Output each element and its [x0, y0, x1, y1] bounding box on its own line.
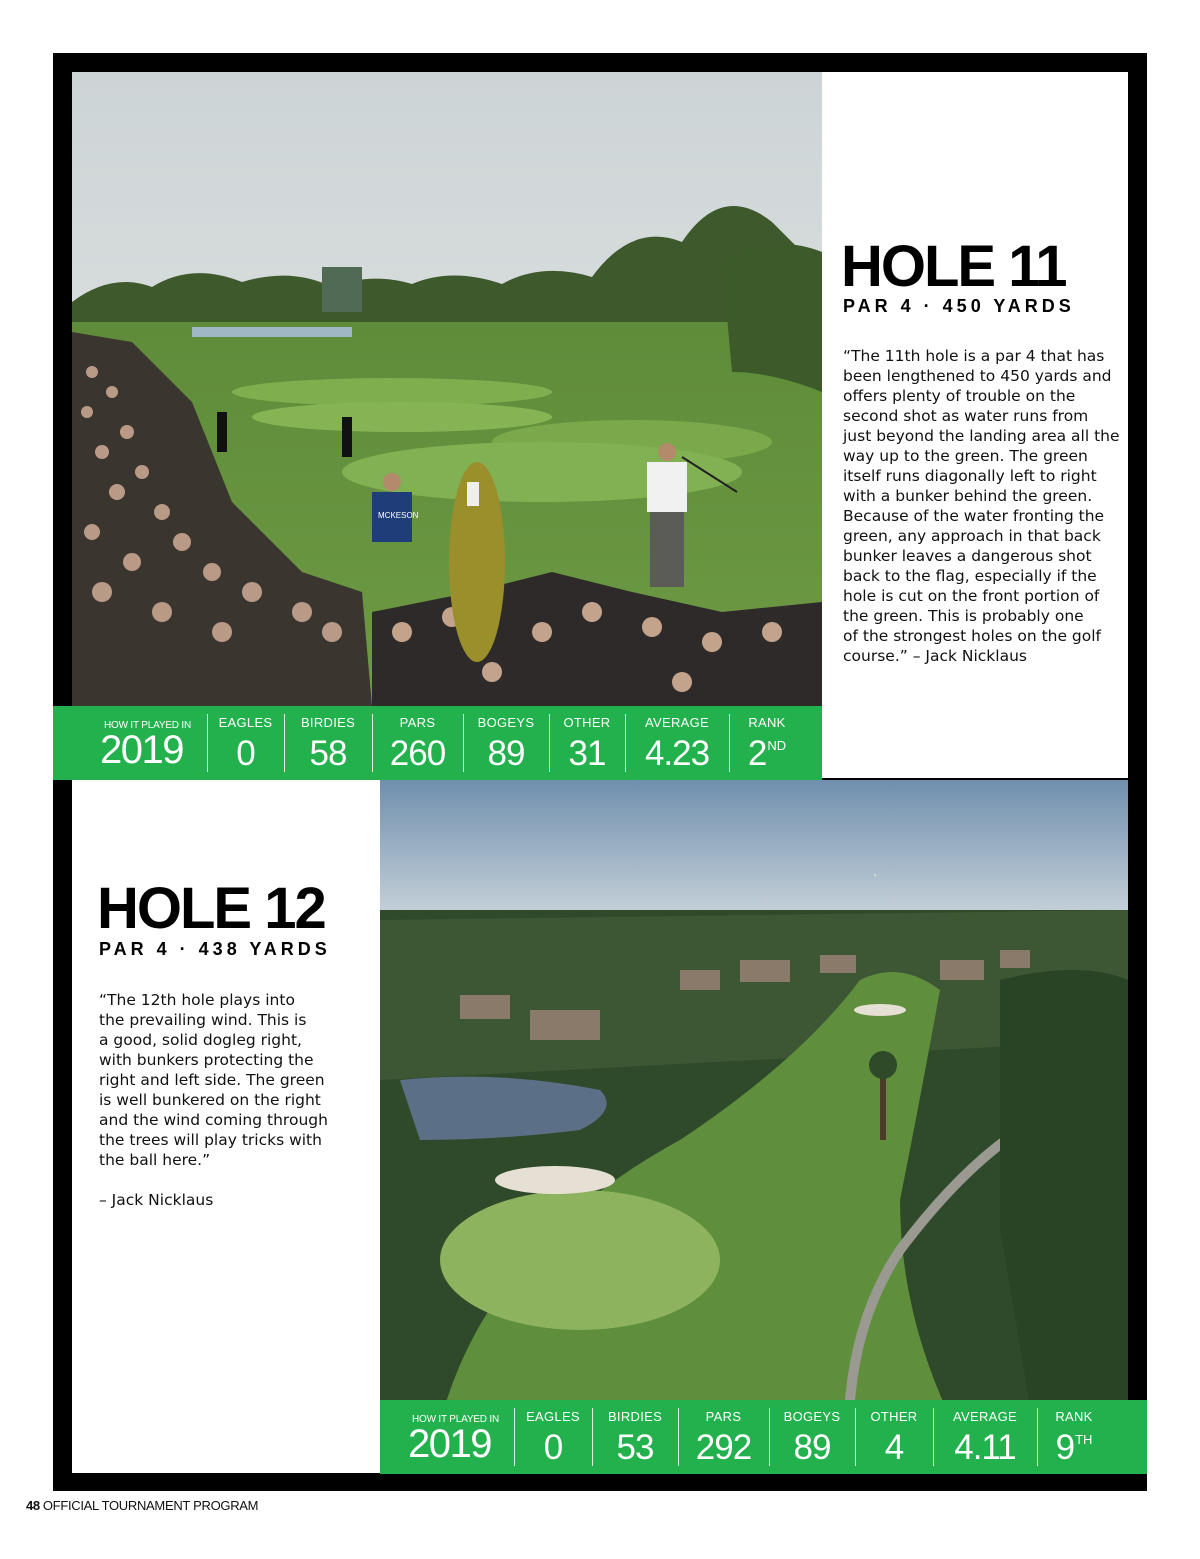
- hole11-eagles: [207, 706, 284, 780]
- page-footer: [26, 1498, 258, 1513]
- hole12-title: HOLE 12: [97, 876, 325, 941]
- quote-line: hole is cut on the front portion of: [843, 587, 1100, 605]
- rank-suffix: TH: [1075, 1432, 1093, 1447]
- hole12-other: [855, 1400, 933, 1474]
- quote-line: itself runs diagonally left to right: [843, 467, 1097, 485]
- hole11-rank: [729, 706, 805, 780]
- footer-text: OFFICIAL TOURNAMENT PROGRAM: [42, 1498, 259, 1513]
- hole12-rank: [1037, 1400, 1111, 1474]
- stat-label: BOGEYS: [783, 1409, 841, 1424]
- stat-label: EAGLES: [218, 715, 273, 730]
- stat-label: BIRDIES: [607, 1409, 663, 1424]
- hole11-year: 2019: [100, 728, 183, 772]
- quote-line: of the strongest holes on the golf: [843, 627, 1102, 645]
- stat-value: 31: [568, 734, 606, 773]
- stat-value: 58: [309, 734, 347, 773]
- hole12-pars: [678, 1400, 769, 1474]
- quote-line: the ball here.”: [99, 1151, 211, 1169]
- hole11-year-label: HOW IT PLAYED IN: [104, 720, 192, 731]
- hole12-subtitle: PAR 4 · 438 YARDS: [99, 939, 331, 959]
- hole11-birdies: [284, 706, 372, 780]
- quote-line: green, any approach in that back: [843, 527, 1101, 545]
- hole12-eagles: [514, 1400, 592, 1474]
- hole12-year-label: HOW IT PLAYED IN: [412, 1414, 500, 1425]
- quote-line: “The 11th hole is a par 4 that has: [843, 347, 1105, 365]
- hole12-average: [933, 1400, 1037, 1474]
- quote-line: bunker leaves a dangerous shot: [843, 547, 1092, 565]
- hole12-birdies: [592, 1400, 678, 1474]
- quote-line: with a bunker behind the green.: [843, 487, 1093, 505]
- quote-attribution: – Jack Nicklaus: [99, 1191, 214, 1209]
- quote-line: right and left side. The green: [99, 1071, 325, 1089]
- hole11-average: [625, 706, 729, 780]
- rank-number: 9: [1055, 1428, 1075, 1467]
- stat-value: [1037, 1428, 1111, 1468]
- quote-line: the prevailing wind. This is: [99, 1011, 307, 1029]
- hole11-other: [549, 706, 625, 780]
- stat-label: RANK: [748, 715, 786, 730]
- rank-suffix: ND: [767, 738, 787, 753]
- quote-line: and the wind coming through: [99, 1111, 328, 1129]
- stat-value: 89: [793, 1428, 831, 1467]
- hole11-bogeys: [463, 706, 549, 780]
- quote-line: way up to the green. The green: [843, 447, 1088, 465]
- quote-line: course.” – Jack Nicklaus: [843, 647, 1027, 665]
- hole11-stats-bar: [53, 706, 822, 780]
- rank-number: 2: [747, 734, 767, 773]
- quote-line: is well bunkered on the right: [99, 1091, 321, 1109]
- hole12-photo: [380, 780, 1128, 1473]
- quote-line: just beyond the landing area all the: [843, 427, 1120, 445]
- stat-value: 4.23: [644, 734, 710, 773]
- stat-label: PARS: [705, 1409, 742, 1424]
- hole12-year: 2019: [408, 1422, 491, 1466]
- hole11-pars: [372, 706, 463, 780]
- quote-line: a good, solid dogleg right,: [99, 1031, 302, 1049]
- quote-line: the green. This is probably one: [843, 607, 1084, 625]
- stat-value: [729, 734, 805, 774]
- quote-line: the trees will play tricks with: [99, 1131, 322, 1149]
- stat-label: BIRDIES: [300, 715, 356, 730]
- hole11-quote: [843, 346, 1133, 666]
- stat-label: PARS: [399, 715, 436, 730]
- hole11-photo: [72, 72, 822, 706]
- stat-value: 260: [389, 734, 446, 773]
- stat-value: 0: [236, 734, 255, 773]
- hole12-bogeys: [769, 1400, 855, 1474]
- quote-line: Because of the water fronting the: [843, 507, 1105, 525]
- stat-label: AVERAGE: [645, 715, 709, 730]
- stat-value: 89: [487, 734, 525, 773]
- caddie-bib-text: MCKESON: [378, 511, 419, 520]
- stat-value: 292: [695, 1428, 752, 1467]
- quote-line: offers plenty of trouble on the: [843, 387, 1076, 405]
- quote-line: “The 12th hole plays into: [99, 991, 295, 1009]
- quote-line: back to the flag, especially if the: [843, 567, 1097, 585]
- stat-value: 53: [616, 1428, 654, 1467]
- stat-value: 0: [543, 1428, 563, 1467]
- stat-value: 4.11: [954, 1428, 1016, 1467]
- stat-label: RANK: [1055, 1409, 1093, 1424]
- stat-label: OTHER: [870, 1409, 918, 1424]
- hole11-subtitle: PAR 4 · 450 YARDS: [843, 296, 1075, 316]
- quote-line: with bunkers protecting the: [99, 1051, 314, 1069]
- hole11-title: HOLE 11: [841, 234, 1066, 299]
- hole12-stats-bar: [380, 1400, 1147, 1474]
- stat-label: EAGLES: [526, 1409, 580, 1424]
- quote-line: second shot as water runs from: [843, 407, 1089, 425]
- hole12-quote: [99, 990, 371, 1210]
- stat-label: BOGEYS: [477, 715, 535, 730]
- page-number: 48: [26, 1498, 40, 1513]
- stat-value: 4: [884, 1428, 904, 1467]
- quote-line: been lengthened to 450 yards and: [843, 367, 1112, 385]
- stat-label: OTHER: [563, 715, 611, 730]
- stat-label: AVERAGE: [953, 1409, 1017, 1424]
